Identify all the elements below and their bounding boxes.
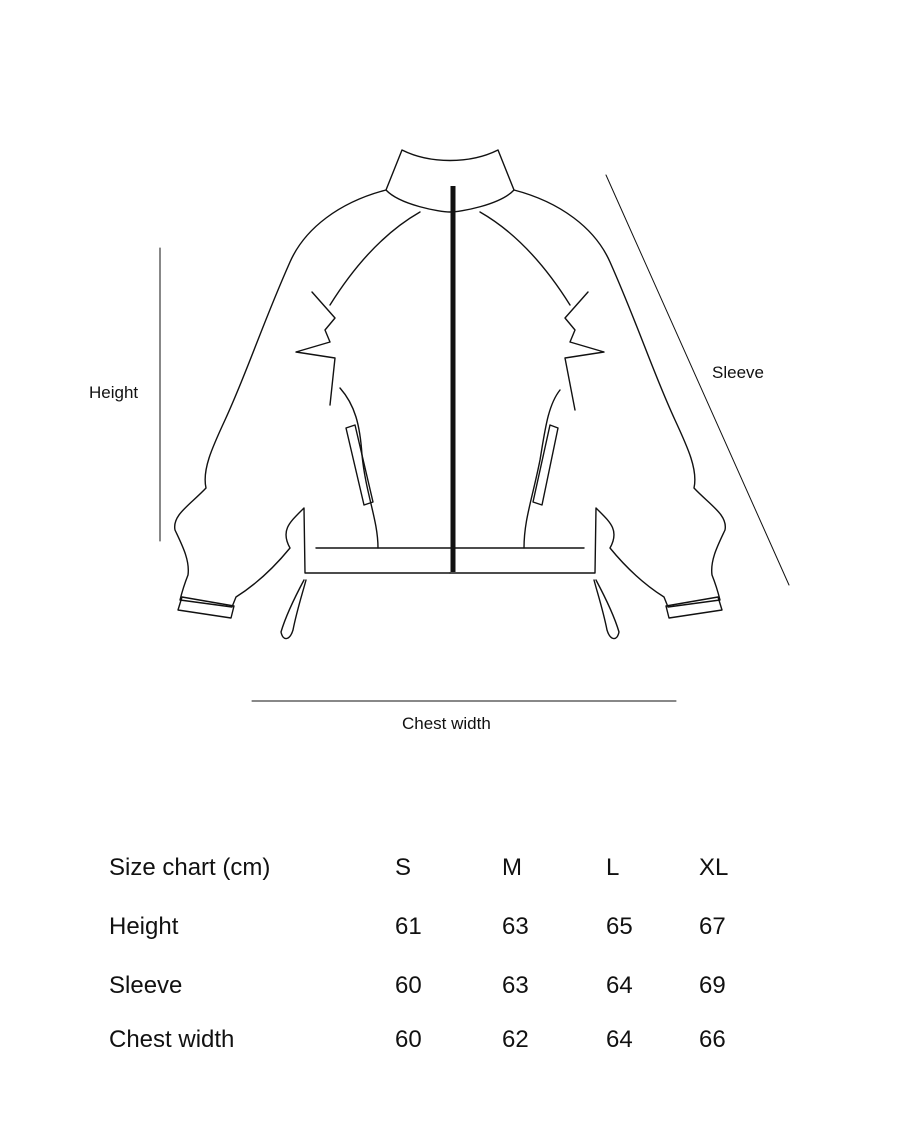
size-chart-title: Size chart (cm): [109, 853, 271, 881]
table-cell: 65: [606, 912, 633, 940]
right-underarm-fold: [565, 292, 604, 410]
table-cell: 62: [502, 1026, 529, 1053]
row-label-sleeve: Sleeve: [109, 971, 183, 999]
right-sleeve-outline: [450, 190, 725, 607]
right-side-seam: [524, 390, 560, 548]
collar-outline: [386, 150, 514, 212]
table-cell: 63: [502, 971, 529, 999]
size-chart-table: [109, 838, 759, 1065]
size-header-xl: XL: [699, 853, 729, 881]
table-cell: 69: [699, 971, 726, 999]
left-sleeve-outline: [175, 190, 450, 607]
row-label-height: Height: [109, 912, 179, 940]
right-raglan-seam: [480, 212, 570, 305]
table-cell: 63: [502, 912, 529, 940]
right-drawcord: [594, 580, 619, 639]
chest-width-label: Chest width: [402, 714, 491, 733]
size-header-s: S: [395, 853, 412, 881]
height-label: Height: [89, 383, 139, 402]
table-row: [109, 1015, 759, 1065]
left-drawcord: [281, 580, 306, 639]
table-cell: 64: [606, 971, 633, 999]
table-cell: 60: [395, 971, 422, 999]
table-cell: 61: [395, 912, 422, 940]
table-cell: 64: [606, 1026, 633, 1053]
right-pocket: [533, 425, 558, 505]
table-cell: 66: [699, 1026, 726, 1053]
table-cell: 60: [395, 1026, 422, 1053]
sleeve-label: Sleeve: [712, 363, 764, 382]
size-header-m: M: [502, 853, 522, 881]
left-side-seam: [340, 388, 378, 548]
left-raglan-seam: [330, 212, 420, 305]
right-cuff: [666, 597, 722, 618]
size-chart-header-row: [109, 838, 759, 897]
left-cuff: [178, 597, 234, 618]
table-row: [109, 956, 759, 1015]
left-underarm-fold: [296, 292, 335, 405]
size-header-l: L: [606, 853, 620, 881]
row-label-chest-width: Chest width: [109, 1026, 235, 1053]
table-cell: 67: [699, 912, 726, 940]
table-row: [109, 897, 759, 956]
